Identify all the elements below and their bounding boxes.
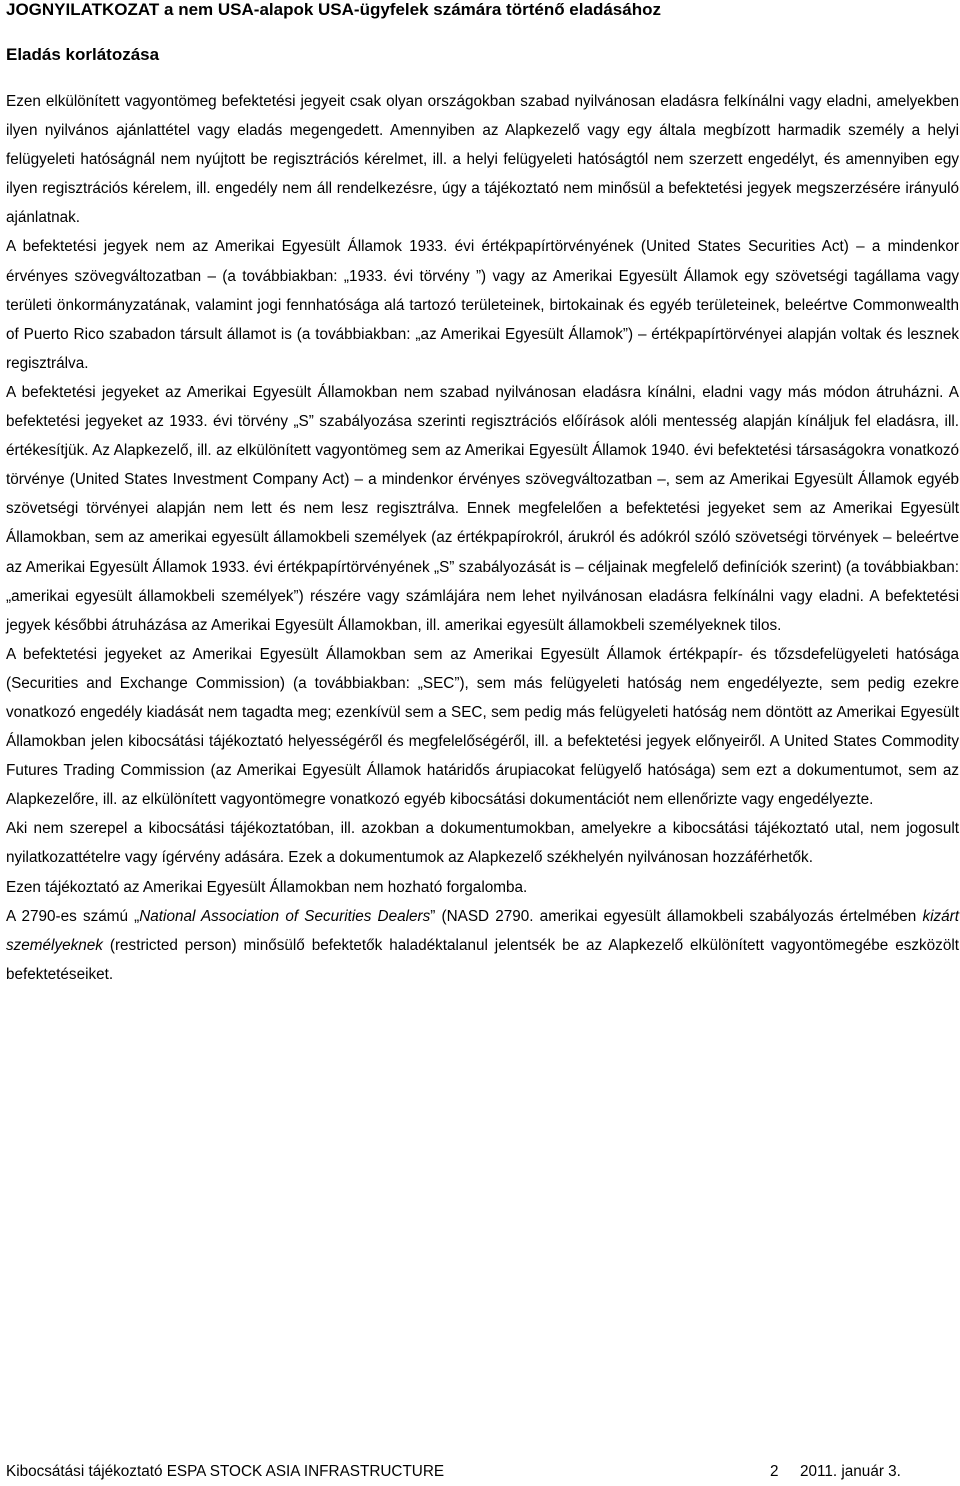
paragraph-text: A befektetési jegyek nem az Amerikai Egyesült Államok 1933. évi értékpapírtörvényének (United States Securities Act) – a mindenkor érvényes szövegváltozatban – (a továbbiakban: „1933. évi törvény ”) vagy az Amerikai Egyesült Államok egy szövetségi tagállama vagy területi önkormányzatának, valamint jogi fennhatósága alá tartozó területeinek, birtokainak és egyéb területeinek, beleértve Commonwealth of Puerto Rico szabadon társult államot is (a továbbiakban: „az Amerikai Egyesült Államok”) – értékpapírtörvényei alapján voltak és lesznek regisztrálva. xyxy=(6,238,959,372)
paragraph-sec-approval xyxy=(6,640,959,815)
paragraph-text: A befektetési jegyeket az Amerikai Egyesült Államokban nem szabad nyilvánosan eladásra kínálni, eladni vagy más módon átruházni. A befektetési jegyeket az 1933. évi törvény „S” szabályozása szerinti regisztrációs előírások alóli mentesség alapján kínáljuk fel eladásra, ill. értékesítjük. Az Alapkezelő, ill. az elkülönített vagyontömeg sem az Amerikai Egyesült Államok 1940. évi befektetési társaságokra vonatkozó törvénye (United States Investment Company Act) – a mindenkor érvényes szövegváltozatban –, sem az Amerikai Egyesült Államok egyéb szövetségi törvényei alapján nem lett és nem lesz regisztrálva. Ennek megfelelően a befektetési jegyeket sem az Amerikai Egyesült Államokban, sem az amerikai egyesült államokbeli személyek (az értékpapírokról, árukról és adókról szóló szövetségi törvények – beleértve az Amerikai Egyesült Államok 1933. évi értékpapírtörvényének „S” szabályozását is – céljainak megfelelő definíciók szerint) (a továbbiakban: „amerikai egyesült államokbeli személyek”) részére vagy számlájára nem lehet nyilvánosan eladásra felkínálni vagy eladni. A befektetési jegyek későbbi átruházása az Amerikai Egyesült Államokban, ill. amerikai egyesült államokbeli személyeknek tilos. xyxy=(6,383,959,634)
paragraph-italic-text: kizárt személyeknek xyxy=(6,907,959,954)
paragraph-text: A befektetési jegyeket az Amerikai Egyesült Államokban sem az Amerikai Egyesült Államok értékpapír- és tőzsdefelügyeleti hatósága (Securities and Exchange Commission) (a továbbiakban: „SEC”), sem más felügyeleti hatóság nem engedélyezte, sem pedig ezekre vonatkozó engedély kiadását nem tagadta meg; ezenkívül sem a SEC, sem pedig más felügyeleti hatóság nem döntött az Amerikai Egyesült Államokban jelen kibocsátási tájékoztató helyességéről és megfelelőségéről, ill. a befektetési jegyek előnyeiről. A United States Commodity Futures Trading Commission (az Amerikai Egyesült Államok határidős árupiacokat felügyelő hatósága) sem ezt a dokumentumot, sem az Alapkezelőre, ill. az elkülönített vagyontömegre vonatkozó egyéb kibocsátási dokumentációt nem ellenőrizte vagy engedélyezte. xyxy=(6,645,959,809)
section-heading: Eladás korlátozása xyxy=(6,45,160,64)
paragraph-text: A 2790-es számú „ xyxy=(6,907,140,925)
paragraph-text: ” (NASD 2790. amerikai egyesült államokbeli szabályozás értelmében xyxy=(430,907,923,925)
paragraph-text: Ezen elkülönített vagyontömeg befektetési jegyeit csak olyan országokban szabad nyilvánosan eladásra felkínálni vagy eladni, amelyekben ilyen nyilvános ajánlattétel vagy eladás megengedett. Amennyiben az Alapkezelő vagy egy általa megbízott harmadik személy a helyi felügyeleti hatóságnál nem nyújtott be regisztrációs kérelmet, ill. a helyi felügyeleti hatóságtól nem szerzett engedélyt, és amennyiben egy ilyen regisztrációs kérelem, ill. engedély nem áll rendelkezésre, úgy a tájékoztató nem minősül a befektetési jegyek megszerzésére irányuló ajánlatnak. xyxy=(6,93,959,227)
footer-page-number: 2 xyxy=(770,1463,779,1480)
paragraph-text: (restricted person) minősülő befektetők haladéktalanul jelentsék be az Alapkezelő elkülönített vagyontömegébe eszközölt befektetéseiket. xyxy=(6,936,959,983)
document-body xyxy=(6,87,959,989)
paragraph-us-sale-prohibition xyxy=(6,378,959,640)
paragraph-statements xyxy=(6,814,959,872)
paragraph-nasd xyxy=(6,902,959,989)
document-title: JOGNYILATKOZAT a nem USA-alapok USA-ügyfelek számára történő eladásához xyxy=(6,0,661,19)
paragraph-text: Ezen tájékoztató az Amerikai Egyesült Államokban nem hozható forgalomba. xyxy=(6,878,528,896)
paragraph-securities-act xyxy=(6,232,959,377)
paragraph-distribution xyxy=(6,873,959,902)
paragraph-text: Aki nem szerepel a kibocsátási tájékoztatóban, ill. azokban a dokumentumokban, amelyekre a kibocsátási tájékoztató utal, nem jogosult nyilatkozattételre vagy ígérvény adására. Ezek a dokumentumok az Alapkezelő székhelyén nyilvánosan hozzáférhetők. xyxy=(6,820,959,867)
paragraph-italic-text: National Association of Securities Dealers xyxy=(139,907,431,925)
paragraph-sales-restriction xyxy=(6,87,959,232)
footer-date: 2011. január 3. xyxy=(800,1463,901,1480)
footer-document-name: Kibocsátási tájékoztató ESPA STOCK ASIA INFRASTRUCTURE xyxy=(6,1463,445,1480)
